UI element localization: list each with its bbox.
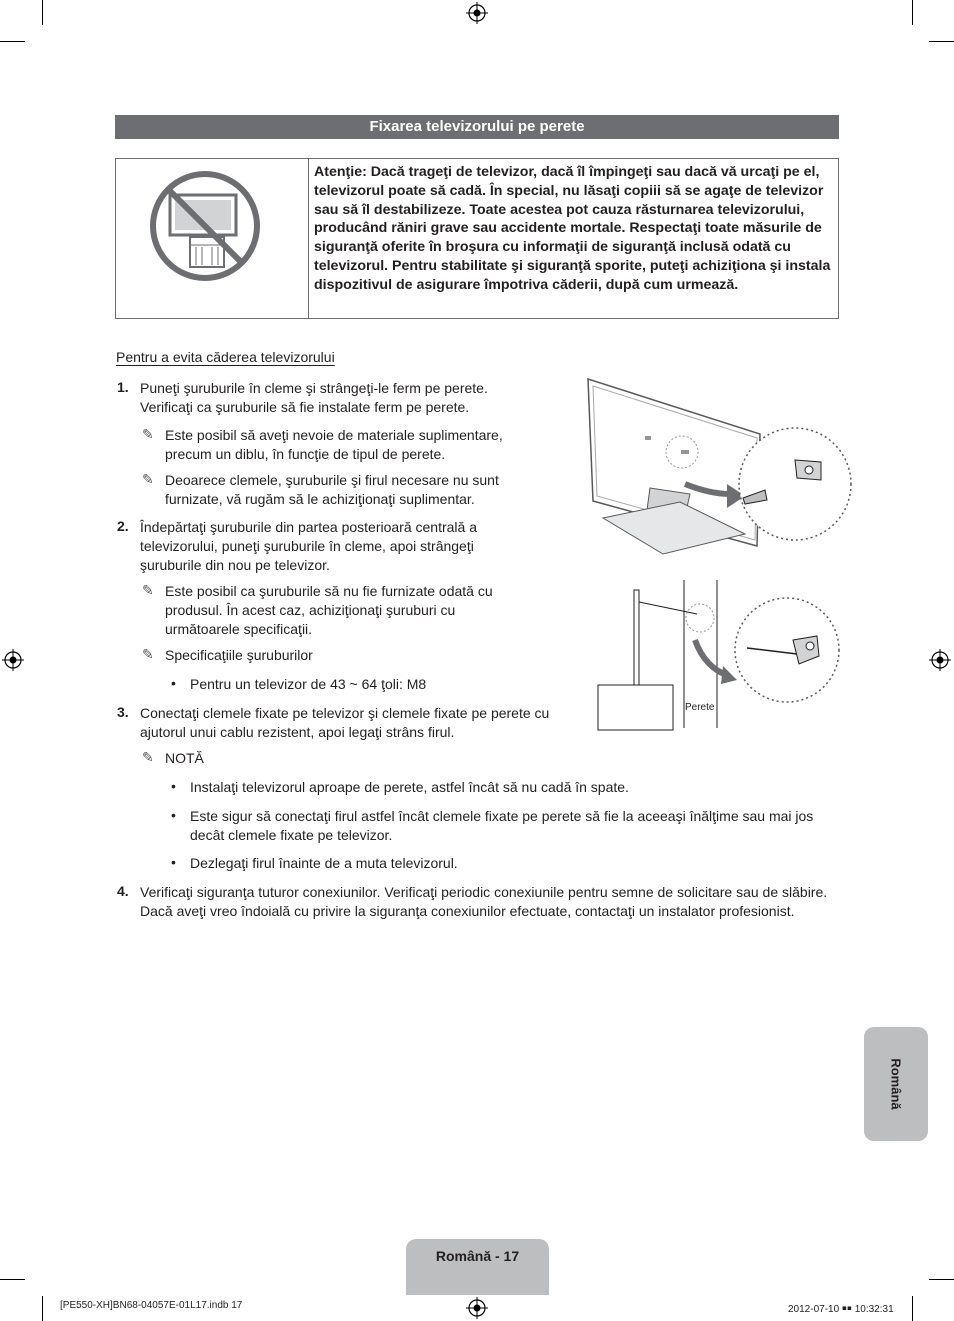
note-text: Este posibil ca şuruburile să nu fie furnizate odată cu produsul. În acest caz, achiziţionaţi şuruburi cu următoarele specificaţii. xyxy=(165,583,493,637)
crop-mark xyxy=(0,1279,25,1280)
warning-text: Atenţie: Dacă trageţi de televizor, dacă îl împingeţi sau dacă vă urcaţi pe el, televizorul poate să cadă. În special, nu lăsaţi copiii să se agaţe de televizor sau să îl destabilizeze. Toate acestea pot cauza răsturnarea televizorului, producând răniri grave sau accidente mortale. Respectaţi toate măsurile de siguranţă oferite în broşura cu informaţii de siguranţă inclusă odată cu televizorul. Pentru stabilitate şi siguranţă sporite, puteţi achiziţiona şi instala dispozitivul de asigurare împotriva căderii, după cum urmează. xyxy=(314,164,831,293)
footer-left: [PE550-XH]BN68-04057E-01L17.indb 17 xyxy=(60,1300,243,1311)
step-number: 4. xyxy=(117,883,129,899)
warning-divider xyxy=(308,159,309,318)
registration-mark-icon xyxy=(2,649,24,671)
crop-mark xyxy=(929,41,954,42)
crop-mark xyxy=(912,1296,913,1321)
step-text: Puneţi şuruburile în cleme şi strângeţi-le ferm pe perete. Verificaţi ca şuruburile să fie instalate ferm pe perete. xyxy=(140,380,488,415)
note-pencil-icon: ✎ xyxy=(142,582,154,598)
bullet-text: Pentru un televizor de 43 ~ 64 ţoli: M8 xyxy=(190,676,427,692)
language-side-tab xyxy=(864,1027,928,1141)
footer-right: 2012-07-10 ￭￭ 10:32:31 xyxy=(788,1304,894,1315)
registration-mark-icon xyxy=(466,1297,488,1319)
subheading: Pentru a evita căderea televizorului xyxy=(116,349,335,365)
tv-back-clamp-illustration xyxy=(585,376,853,556)
note-pencil-icon: ✎ xyxy=(142,471,154,487)
section-title: Fixarea televizorului pe perete xyxy=(115,115,839,139)
bullet-text: Este sigur să conectaţi firul astfel încât clemele fixate pe perete să fie la aceeaşi înălţime sau mai jos decât clemele fixate pe televizor. xyxy=(190,808,814,843)
registration-mark-icon xyxy=(929,649,951,671)
step-text: Îndepărtaţi şuruburile din partea posterioară centrală a televizorului, puneţi şuruburile în cleme, apoi strângeţi şuruburile din nou pe televizor. xyxy=(140,519,477,573)
bullet-icon: • xyxy=(171,778,176,794)
crop-mark xyxy=(42,1296,43,1321)
note-text: Specificaţiile şuruburilor xyxy=(165,647,313,663)
step-text: Verificaţi siguranţa tuturor conexiunilor. Verificaţi periodic conexiunile pentru semne de solicitare sau de slăbire. Dacă aveţi vreo îndoială cu privire la siguranţa conexiunilor efectuate, contactaţi un instalator profesionist. xyxy=(140,884,828,919)
step-text: Conectaţi clemele fixate pe televizor şi clemele fixate pe perete cu ajutorul unui cablu rezistent, apoi legaţi strâns firul. xyxy=(140,705,550,740)
step-number: 3. xyxy=(117,704,129,720)
wall-side-illustration xyxy=(597,580,842,732)
crop-mark xyxy=(0,41,25,42)
step-number: 2. xyxy=(117,518,129,534)
crop-mark xyxy=(42,0,43,25)
side-tab-label: Română xyxy=(888,1058,904,1110)
note-text: NOTĂ xyxy=(165,750,204,766)
page-label: Română - 17 xyxy=(435,1248,520,1264)
note-pencil-icon: ✎ xyxy=(142,749,154,765)
bullet-text: Dezlegaţi firul înainte de a muta televizorul. xyxy=(190,855,458,871)
note-pencil-icon: ✎ xyxy=(142,426,154,442)
note-pencil-icon: ✎ xyxy=(142,646,154,662)
no-tv-stand-icon xyxy=(148,169,262,283)
note-text: Este posibil să aveţi nevoie de materiale suplimentare, precum un diblu, în funcţie de tipul de perete. xyxy=(165,427,503,462)
bullet-icon: • xyxy=(171,807,176,823)
crop-mark xyxy=(912,0,913,25)
note-text: Deoarece clemele, şuruburile şi firul necesare nu sunt furnizate, vă rugăm să le achiziţionaţi suplimentar. xyxy=(165,472,499,507)
wall-label: Perete xyxy=(685,702,715,713)
bullet-text: Instalaţi televizorul aproape de perete, astfel încât să nu cadă în spate. xyxy=(190,779,629,795)
page-number-tab xyxy=(406,1239,549,1295)
step-number: 1. xyxy=(117,379,129,395)
crop-mark xyxy=(929,1279,954,1280)
warning-box xyxy=(115,158,839,319)
bullet-icon: • xyxy=(171,675,176,691)
registration-mark-icon xyxy=(466,2,488,24)
bullet-icon: • xyxy=(171,854,176,870)
